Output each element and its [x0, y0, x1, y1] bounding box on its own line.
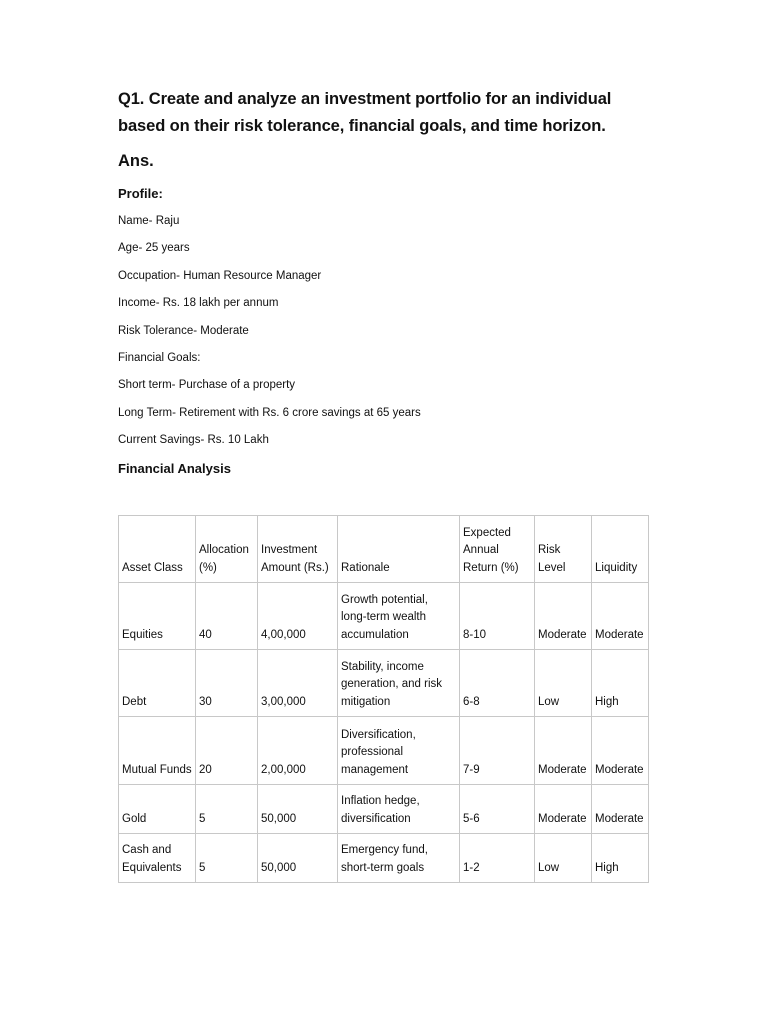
- header-asset-class: Asset Class: [119, 516, 196, 583]
- cell-investment-amount: 50,000: [258, 834, 338, 883]
- cell-asset-class: Debt: [119, 650, 196, 717]
- header-expected-return: Expected Annual Return (%): [460, 516, 535, 583]
- cell-allocation: 5: [196, 834, 258, 883]
- cell-expected-return: 1-2: [460, 834, 535, 883]
- profile-long-term: Long Term- Retirement with Rs. 6 crore savings at 65 years: [118, 406, 421, 419]
- cell-expected-return: 7-9: [460, 717, 535, 785]
- header-investment-amount: Investment Amount (Rs.): [258, 516, 338, 583]
- profile-short-term: Short term- Purchase of a property: [118, 379, 296, 392]
- table-row: [119, 650, 649, 717]
- cell-liquidity: Moderate: [592, 785, 649, 834]
- question-line-1: Q1. Create and analyze an investment portfolio for an individual: [118, 90, 612, 108]
- cell-asset-class: Mutual Funds: [119, 717, 196, 785]
- cell-investment-amount: 50,000: [258, 785, 338, 834]
- table-row: [119, 834, 649, 883]
- table-header-row: [119, 516, 649, 583]
- cell-rationale: Emergency fund, short-term goals: [338, 834, 460, 883]
- answer-label: Ans.: [118, 152, 154, 170]
- profile-age: Age- 25 years: [118, 242, 190, 255]
- header-risk-level: Risk Level: [535, 516, 592, 583]
- profile-heading: Profile:: [118, 186, 163, 201]
- profile-current-savings: Current Savings- Rs. 10 Lakh: [118, 434, 269, 447]
- cell-liquidity: High: [592, 834, 649, 883]
- header-liquidity: Liquidity: [592, 516, 649, 583]
- cell-allocation: 5: [196, 785, 258, 834]
- header-rationale: Rationale: [338, 516, 460, 583]
- cell-expected-return: 8-10: [460, 583, 535, 650]
- cell-allocation: 20: [196, 717, 258, 785]
- cell-asset-class: Equities: [119, 583, 196, 650]
- table-row: [119, 717, 649, 785]
- table-row: [119, 583, 649, 650]
- cell-risk-level: Moderate: [535, 583, 592, 650]
- cell-allocation: 30: [196, 650, 258, 717]
- cell-liquidity: Moderate: [592, 583, 649, 650]
- cell-asset-class: Cash and Equivalents: [119, 834, 196, 883]
- profile-financial-goals: Financial Goals:: [118, 351, 201, 364]
- portfolio-table: [118, 515, 649, 883]
- cell-asset-class: Gold: [119, 785, 196, 834]
- cell-risk-level: Low: [535, 834, 592, 883]
- profile-occupation: Occupation- Human Resource Manager: [118, 269, 322, 282]
- cell-rationale: Growth potential, long-term wealth accumulation: [338, 583, 460, 650]
- cell-risk-level: Low: [535, 650, 592, 717]
- cell-investment-amount: 3,00,000: [258, 650, 338, 717]
- cell-risk-level: Moderate: [535, 785, 592, 834]
- table-row: [119, 785, 649, 834]
- cell-liquidity: High: [592, 650, 649, 717]
- cell-liquidity: Moderate: [592, 717, 649, 785]
- cell-rationale: Stability, income generation, and risk mitigation: [338, 650, 460, 717]
- cell-allocation: 40: [196, 583, 258, 650]
- cell-rationale: Inflation hedge, diversification: [338, 785, 460, 834]
- cell-rationale: Diversification, professional management: [338, 717, 460, 785]
- question-line-2: based on their risk tolerance, financial goals, and time horizon.: [118, 117, 606, 135]
- cell-expected-return: 6-8: [460, 650, 535, 717]
- profile-income: Income- Rs. 18 lakh per annum: [118, 297, 279, 310]
- profile-risk-tolerance: Risk Tolerance- Moderate: [118, 324, 249, 337]
- document-body: [118, 86, 658, 478]
- header-allocation: Allocation (%): [196, 516, 258, 583]
- profile-name: Name- Raju: [118, 215, 180, 227]
- cell-investment-amount: 2,00,000: [258, 717, 338, 785]
- cell-investment-amount: 4,00,000: [258, 583, 338, 650]
- cell-expected-return: 5-6: [460, 785, 535, 834]
- cell-risk-level: Moderate: [535, 717, 592, 785]
- financial-analysis-heading: Financial Analysis: [118, 460, 231, 476]
